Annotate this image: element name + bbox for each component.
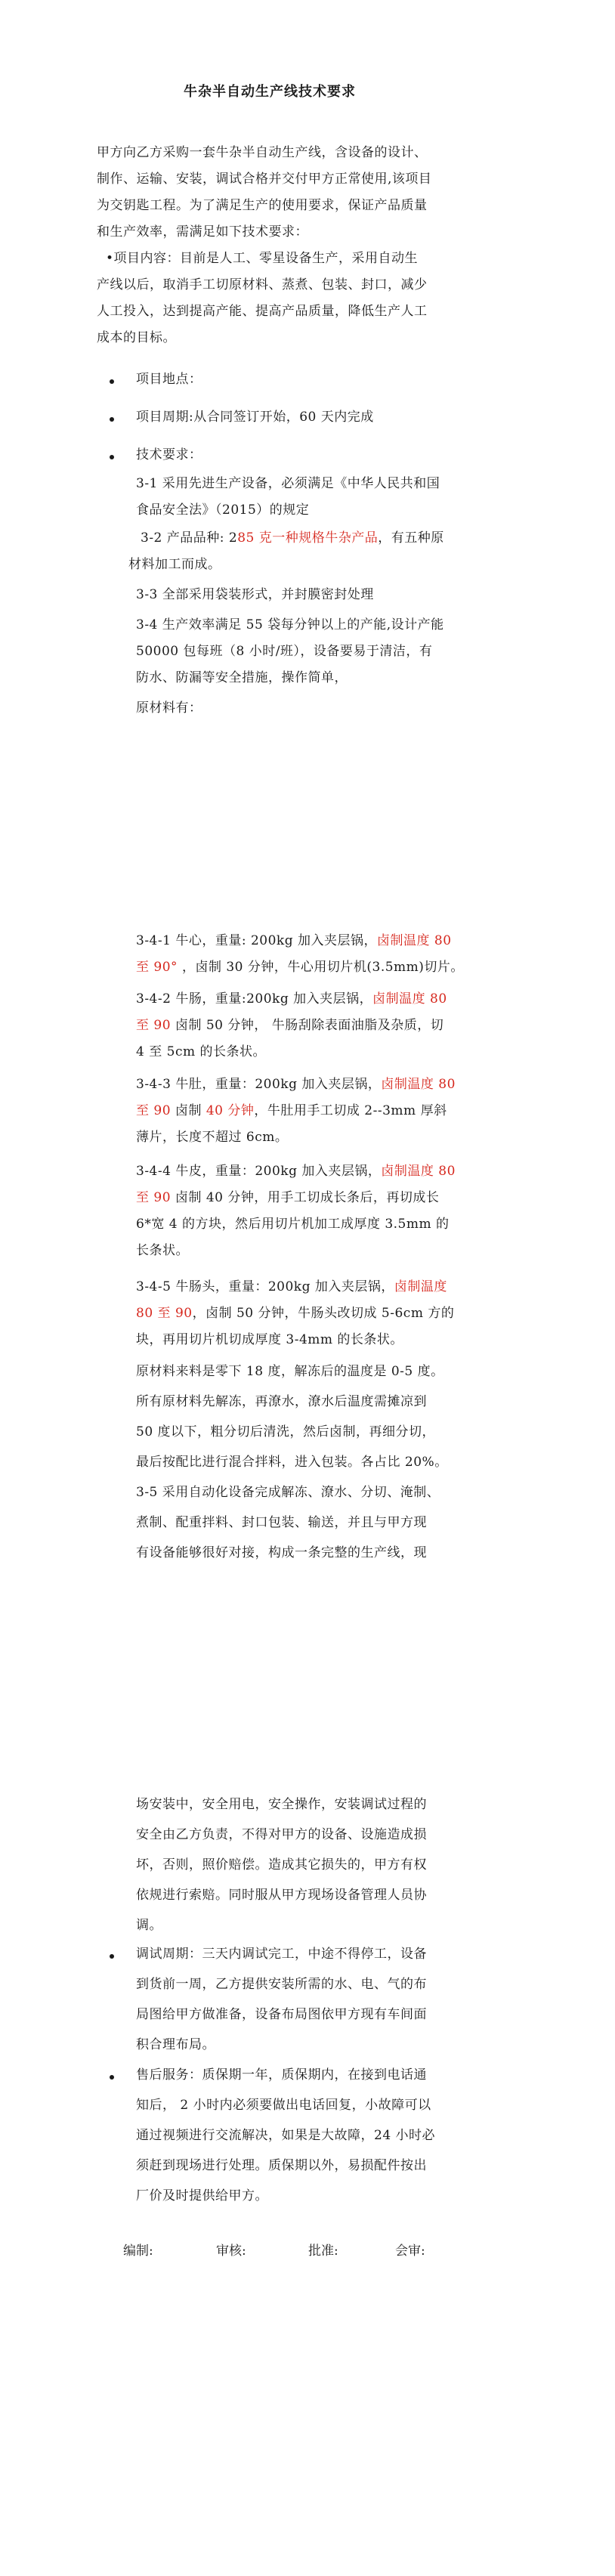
req-3-3: 3-3 全部采用袋装形式，并封膜密封处理 — [136, 587, 374, 602]
material-3-4-1-line-1: 3-4-1 牛心，重量: 200kg 加入夹层锅，卤制温度 80 — [136, 933, 452, 948]
site-line-3: 坏，否则，照价赔偿。造成其它损失的，甲方有权 — [136, 1857, 427, 1872]
intro-line-4: 和生产效率，需满足如下技术要求： — [97, 224, 308, 240]
sign-countersign: 会审: — [395, 2244, 425, 2259]
req-3-1-line-2: 食品安全法》（2015）的规定 — [136, 503, 310, 518]
bullet-icon — [110, 379, 114, 384]
req-3-5-line-1: 3-5 采用自动化设备完成解冻、潦水、分切、淹制、 — [136, 1485, 440, 1500]
debug-line-3: 局图给甲方做准备，设备布局图依甲方现有车间面 — [136, 2007, 427, 2022]
service-line-2: 知后， 2 小时内必须要做出电话回复，小故障可以 — [136, 2098, 431, 2113]
req-3-2-line-1: 3-2 产品品种: 285 克一种规格牛杂产品，有五种原 — [141, 530, 444, 546]
material-3-4-3-line-3: 薄片，长度不超过 6cm。 — [136, 1130, 289, 1145]
req-3-4-line-3: 防水、防漏等安全措施，操作简单， — [136, 670, 348, 685]
material-3-4-4-line-4: 长条状。 — [136, 1243, 189, 1258]
content-line-1: •项目内容：目前是人工、零星设备生产，采用自动生 — [106, 251, 419, 266]
process-line-4: 最后按配比进行混合拌料，进入包装。各占比 20%。 — [136, 1455, 448, 1470]
debug-line-1: 调试周期：三天内调试完工，中途不得停工，设备 — [136, 1947, 427, 1962]
process-line-1: 原材料来料是零下 18 度，解冻后的温度是 0-5 度。 — [136, 1364, 444, 1379]
material-3-4-4-line-2: 至 90 卤制 40 分钟，用手工切成长条后，再切成长 — [136, 1190, 440, 1205]
bullet-icon — [110, 1954, 114, 1959]
req-3-5-line-3: 有设备能够很好对接，构成一条完整的生产线，现 — [136, 1545, 427, 1560]
intro-line-2: 制作、运输、安装，调试合格并交付甲方正常使用,该项目 — [97, 172, 432, 187]
material-3-4-4-line-1: 3-4-4 牛皮，重量：200kg 加入夹层锅，卤制温度 80 — [136, 1164, 456, 1179]
bullet-icon — [110, 455, 114, 459]
doc-title: 牛杂半自动生产线技术要求 — [184, 84, 356, 100]
site-line-2: 安全由乙方负责，不得对甲方的设备、设施造成损 — [136, 1827, 427, 1842]
material-3-4-2-line-2: 至 90 卤制 50 分钟， 牛肠刮除表面油脂及杂质，切 — [136, 1018, 444, 1033]
sign-reviewer: 审核: — [216, 2244, 246, 2259]
material-3-4-5-line-1: 3-4-5 牛肠头，重量：200kg 加入夹层锅，卤制温度 — [136, 1279, 447, 1294]
material-3-4-2-line-3: 4 至 5cm 的长条状。 — [136, 1044, 266, 1059]
service-line-4: 须赶到现场进行处理。质保期以外，易损配件按出 — [136, 2158, 427, 2173]
debug-line-4: 积合理布局。 — [136, 2037, 215, 2052]
intro-line-1: 甲方向乙方采购一套牛杂半自动生产线，含设备的设计、 — [97, 145, 428, 160]
content-line-3: 人工投入，达到提高产能、提高产品质量，降低生产人工 — [97, 304, 428, 319]
material-3-4-5-line-3: 块，再用切片机切成厚度 3-4mm 的长条状。 — [136, 1332, 403, 1347]
tech-heading: 技术要求： — [136, 447, 202, 462]
service-line-5: 厂价及时提供给甲方。 — [136, 2188, 268, 2203]
intro-line-3: 为交钥匙工程。为了满足生产的使用要求，保证产品质量 — [97, 198, 428, 213]
project-location: 项目地点： — [136, 372, 202, 387]
project-period: 项目周期:从合同签订开始，60 天内完成 — [136, 410, 374, 425]
bullet-icon — [110, 2075, 114, 2080]
service-line-1: 售后服务：质保期一年，质保期内，在接到电话通 — [136, 2067, 427, 2083]
site-line-1: 场安装中，安全用电，安全操作，安装调试过程的 — [136, 1797, 427, 1812]
sign-approver: 批准: — [308, 2244, 338, 2259]
material-3-4-5-line-2: 80 至 90，卤制 50 分钟，牛肠头改切成 5-6cm 方的 — [136, 1306, 455, 1321]
req-3-4-line-1: 3-4 生产效率满足 55 袋每分钟以上的产能,设计产能 — [136, 617, 444, 632]
site-line-5: 调。 — [136, 1918, 162, 1933]
material-3-4-2-line-1: 3-4-2 牛肠，重量:200kg 加入夹层锅，卤制温度 80 — [136, 991, 447, 1007]
req-3-5-line-2: 煮制、配重拌料、封口包装、输送，并且与甲方现 — [136, 1515, 427, 1530]
sign-editor: 编制: — [123, 2244, 153, 2259]
raw-materials-heading: 原材料有： — [136, 700, 202, 716]
content-line-4: 成本的目标。 — [97, 330, 176, 345]
content-line-2: 产线以后，取消手工切原材料、蒸煮、包装、封口，减少 — [97, 277, 428, 292]
material-3-4-4-line-3: 6*宽 4 的方块，然后用切片机加工成厚度 3.5mm 的 — [136, 1217, 450, 1232]
req-3-1-line-1: 3-1 采用先进生产设备，必须满足《中华人民共和国 — [136, 476, 440, 491]
bullet-icon — [110, 417, 114, 422]
process-line-3: 50 度以下，粗分切后清洗，然后卤制，再细分切， — [136, 1424, 436, 1440]
material-3-4-1-line-2: 至 90° ，卤制 30 分钟，牛心用切片机(3.5mm)切片。 — [136, 960, 464, 975]
material-3-4-3-line-2: 至 90 卤制 40 分钟，牛肚用手工切成 2--3mm 厚斜 — [136, 1103, 447, 1118]
service-line-3: 通过视频进行交流解决，如果是大故障，24 小时必 — [136, 2128, 436, 2143]
debug-line-2: 到货前一周，乙方提供安装所需的水、电、气的布 — [136, 1977, 427, 1992]
req-3-2-line-2: 材料加工而成。 — [128, 557, 221, 572]
site-line-4: 依规进行索赔。同时服从甲方现场设备管理人员协 — [136, 1888, 427, 1903]
material-3-4-3-line-1: 3-4-3 牛肚，重量：200kg 加入夹层锅，卤制温度 80 — [136, 1077, 456, 1092]
process-line-2: 所有原材料先解冻，再潦水，潦水后温度需摊凉到 — [136, 1394, 427, 1409]
req-3-4-line-2: 50000 包每班（8 小时/班），设备要易于清洁，有 — [136, 644, 433, 659]
